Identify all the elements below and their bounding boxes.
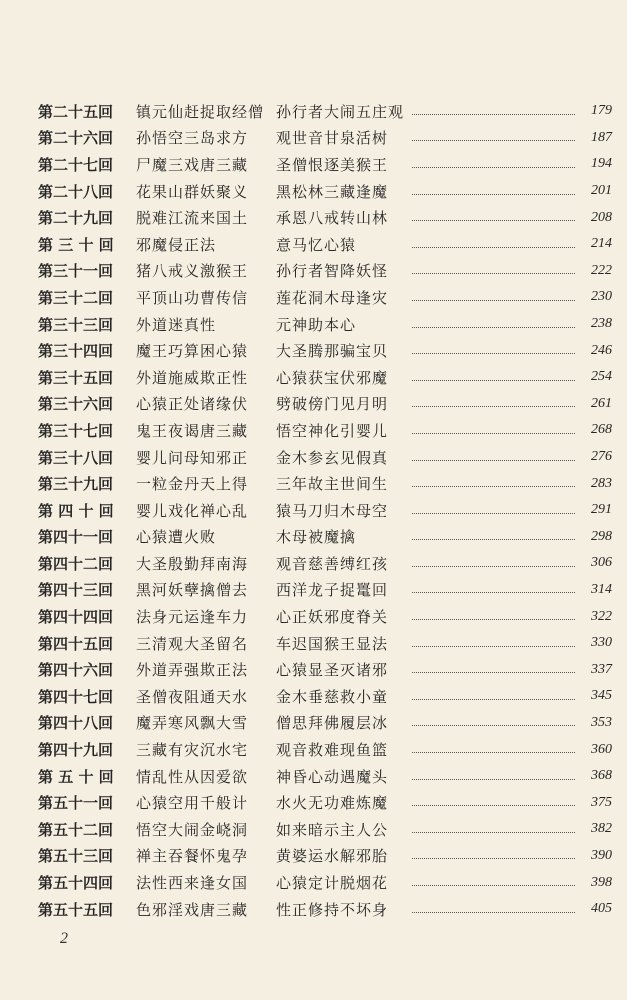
page-reference: 390 xyxy=(591,847,612,863)
chapter-title-second-line: 观音慈善缚红孩 xyxy=(276,554,389,573)
toc-entry xyxy=(38,178,612,205)
toc-entry xyxy=(38,337,612,364)
chapter-title-first-line: 邪魔侵正法 xyxy=(136,235,217,254)
toc-entry xyxy=(38,364,612,391)
dot-leader xyxy=(412,460,575,461)
chapter-title-first-line: 外道施威欺正性 xyxy=(136,368,249,387)
chapter-number: 第三十六回 xyxy=(38,395,114,414)
chapter-number: 第三十九回 xyxy=(38,475,114,494)
chapter-title-first-line: 法身元运逢车力 xyxy=(136,608,249,627)
dot-leader xyxy=(412,486,575,487)
chapter-title-first-line: 脱难江流来国土 xyxy=(136,209,249,228)
toc-entry xyxy=(38,816,612,843)
chapter-number: 第二十七回 xyxy=(38,155,114,174)
chapter-title-second-line: 金木垂慈救小童 xyxy=(276,687,389,706)
chapter-title-second-line: 观世音甘泉活树 xyxy=(276,129,389,148)
chapter-title-second-line: 莲花洞木母逢灾 xyxy=(276,288,389,307)
chapter-number: 第四十八回 xyxy=(38,714,114,733)
chapter-title-first-line: 魔弄寒风飘大雪 xyxy=(136,714,249,733)
dot-leader xyxy=(412,646,575,647)
chapter-number: 第三十七回 xyxy=(38,421,114,440)
toc-entry xyxy=(38,550,612,577)
chapter-number: 第五十一回 xyxy=(38,794,114,813)
page-reference: 368 xyxy=(591,768,612,784)
chapter-number: 第五十四回 xyxy=(38,874,114,893)
chapter-title-second-line: 心猿显圣灭诸邪 xyxy=(276,661,389,680)
chapter-title-first-line: 鬼王夜谒唐三藏 xyxy=(136,421,249,440)
dot-leader xyxy=(412,327,575,328)
chapter-title-second-line: 黄婆运水解邪胎 xyxy=(276,847,389,866)
chapter-title-first-line: 猪八戒义激猴王 xyxy=(136,262,249,281)
chapter-number: 第三十四回 xyxy=(38,342,114,361)
dot-leader xyxy=(412,805,575,806)
toc-entry xyxy=(38,258,612,285)
page-reference: 337 xyxy=(591,661,612,677)
page-reference: 238 xyxy=(591,316,612,332)
dot-leader xyxy=(412,912,575,913)
chapter-title-second-line: 心正妖邪度脊关 xyxy=(276,608,389,627)
dot-leader xyxy=(412,699,575,700)
toc-entry xyxy=(38,98,612,125)
dot-leader xyxy=(412,380,575,381)
chapter-title-first-line: 外道迷真性 xyxy=(136,315,217,334)
table-of-contents xyxy=(38,98,612,922)
chapter-title-first-line: 禅主吞餐怀鬼孕 xyxy=(136,847,249,866)
chapter-number: 第 五 十 回 xyxy=(38,767,114,786)
dot-leader xyxy=(412,885,575,886)
chapter-title-first-line: 心猿正处诸缘伏 xyxy=(136,395,249,414)
page-reference: 330 xyxy=(591,635,612,651)
page-reference: 276 xyxy=(591,449,612,465)
chapter-title-first-line: 大圣殷勤拜南海 xyxy=(136,554,249,573)
chapter-title-first-line: 黑河妖孽擒僧去 xyxy=(136,581,249,600)
chapter-title-first-line: 圣僧夜阻通天水 xyxy=(136,687,249,706)
chapter-number: 第二十九回 xyxy=(38,209,114,228)
toc-entry xyxy=(38,311,612,338)
dot-leader xyxy=(412,513,575,514)
chapter-number: 第三十一回 xyxy=(38,262,114,281)
chapter-number: 第四十七回 xyxy=(38,687,114,706)
toc-entry xyxy=(38,763,612,790)
chapter-title-second-line: 水火无功难炼魔 xyxy=(276,794,389,813)
chapter-title-second-line: 金木参玄见假真 xyxy=(276,448,389,467)
dot-leader xyxy=(412,140,575,141)
chapter-number: 第三十八回 xyxy=(38,448,114,467)
chapter-number: 第三十三回 xyxy=(38,315,114,334)
dot-leader xyxy=(412,300,575,301)
chapter-title-first-line: 魔王巧算困心猿 xyxy=(136,342,249,361)
chapter-title-second-line: 承恩八戒转山林 xyxy=(276,209,389,228)
dot-leader xyxy=(412,406,575,407)
chapter-title-second-line: 神昏心动遇魔头 xyxy=(276,767,389,786)
toc-entry xyxy=(38,151,612,178)
dot-leader xyxy=(412,832,575,833)
chapter-title-second-line: 车迟国猴王显法 xyxy=(276,634,389,653)
page-reference: 230 xyxy=(591,289,612,305)
chapter-title-first-line: 色邪淫戏唐三藏 xyxy=(136,900,249,919)
chapter-title-second-line: 心猿定计脱烟花 xyxy=(276,874,389,893)
page-reference: 291 xyxy=(591,502,612,518)
dot-leader xyxy=(412,433,575,434)
chapter-title-first-line: 孙悟空三岛求方 xyxy=(136,129,249,148)
chapter-number: 第四十三回 xyxy=(38,581,114,600)
page-reference: 322 xyxy=(591,608,612,624)
page-reference: 187 xyxy=(591,129,612,145)
chapter-title-first-line: 婴儿问母知邪正 xyxy=(136,448,249,467)
chapter-title-second-line: 元神助本心 xyxy=(276,315,357,334)
chapter-title-second-line: 大圣腾那骗宝贝 xyxy=(276,342,389,361)
dot-leader xyxy=(412,167,575,168)
chapter-title-second-line: 木母被魔擒 xyxy=(276,528,357,547)
chapter-title-first-line: 心猿空用千般计 xyxy=(136,794,249,813)
toc-entry xyxy=(38,204,612,231)
chapter-number: 第三十五回 xyxy=(38,368,114,387)
dot-leader xyxy=(412,566,575,567)
chapter-title-first-line: 一粒金丹天上得 xyxy=(136,475,249,494)
chapter-number: 第 三 十 回 xyxy=(38,235,114,254)
chapter-title-second-line: 猿马刀归木母空 xyxy=(276,501,389,520)
page-reference: 214 xyxy=(591,236,612,252)
dot-leader xyxy=(412,858,575,859)
page-number: 2 xyxy=(60,930,68,947)
toc-entry xyxy=(38,125,612,152)
toc-entry xyxy=(38,736,612,763)
dot-leader xyxy=(412,539,575,540)
chapter-number: 第四十二回 xyxy=(38,554,114,573)
chapter-number: 第三十二回 xyxy=(38,288,114,307)
page-reference: 375 xyxy=(591,794,612,810)
chapter-title-second-line: 心猿获宝伏邪魔 xyxy=(276,368,389,387)
chapter-number: 第二十八回 xyxy=(38,182,114,201)
chapter-title-second-line: 三年故主世间生 xyxy=(276,475,389,494)
chapter-number: 第四十六回 xyxy=(38,661,114,680)
toc-entry xyxy=(38,391,612,418)
page-reference: 283 xyxy=(591,475,612,491)
chapter-title-second-line: 意马忆心猿 xyxy=(276,235,357,254)
dot-leader xyxy=(412,220,575,221)
page-reference: 405 xyxy=(591,901,612,917)
chapter-title-first-line: 外道弄强欺正法 xyxy=(136,661,249,680)
toc-entry xyxy=(38,630,612,657)
chapter-number: 第二十五回 xyxy=(38,102,114,121)
chapter-number: 第四十九回 xyxy=(38,741,114,760)
page-reference: 345 xyxy=(591,688,612,704)
chapter-number: 第五十三回 xyxy=(38,847,114,866)
chapter-number: 第 四 十 回 xyxy=(38,501,114,520)
dot-leader xyxy=(412,752,575,753)
dot-leader xyxy=(412,592,575,593)
dot-leader xyxy=(412,672,575,673)
toc-entry xyxy=(38,497,612,524)
toc-entry xyxy=(38,284,612,311)
toc-entry xyxy=(38,231,612,258)
dot-leader xyxy=(412,779,575,780)
chapter-title-second-line: 黑松林三藏逢魔 xyxy=(276,182,389,201)
toc-entry xyxy=(38,417,612,444)
chapter-title-first-line: 法性西来逢女国 xyxy=(136,874,249,893)
chapter-title-first-line: 平顶山功曹传信 xyxy=(136,288,249,307)
chapter-title-second-line: 僧思拜佛履层冰 xyxy=(276,714,389,733)
toc-entry xyxy=(38,656,612,683)
chapter-title-first-line: 三清观大圣留名 xyxy=(136,634,249,653)
toc-entry xyxy=(38,577,612,604)
page-reference: 246 xyxy=(591,342,612,358)
page-reference: 254 xyxy=(591,369,612,385)
chapter-number: 第二十六回 xyxy=(38,129,114,148)
dot-leader xyxy=(412,194,575,195)
toc-entry xyxy=(38,789,612,816)
chapter-title-second-line: 孙行者大闹五庄观 xyxy=(276,102,405,121)
toc-entry xyxy=(38,444,612,471)
chapter-number: 第五十五回 xyxy=(38,900,114,919)
chapter-title-second-line: 圣僧恨逐美猴王 xyxy=(276,155,389,174)
toc-entry xyxy=(38,869,612,896)
chapter-title-first-line: 三藏有灾沉水宅 xyxy=(136,741,249,760)
chapter-title-second-line: 性正修持不坏身 xyxy=(276,900,389,919)
page-reference: 306 xyxy=(591,555,612,571)
chapter-number: 第四十五回 xyxy=(38,634,114,653)
page-reference: 360 xyxy=(591,741,612,757)
page-reference: 353 xyxy=(591,714,612,730)
chapter-number: 第五十二回 xyxy=(38,820,114,839)
page-reference: 222 xyxy=(591,262,612,278)
dot-leader xyxy=(412,353,575,354)
chapter-title-first-line: 尸魔三戏唐三藏 xyxy=(136,155,249,174)
page-reference: 382 xyxy=(591,821,612,837)
chapter-title-first-line: 婴儿戏化禅心乱 xyxy=(136,501,249,520)
toc-entry xyxy=(38,896,612,923)
page-reference: 298 xyxy=(591,528,612,544)
page-reference: 268 xyxy=(591,422,612,438)
chapter-title-first-line: 情乱性从因爱欲 xyxy=(136,767,249,786)
dot-leader xyxy=(412,619,575,620)
page-reference: 208 xyxy=(591,209,612,225)
page-reference: 194 xyxy=(591,156,612,172)
toc-entry xyxy=(38,710,612,737)
chapter-title-first-line: 心猿遭火败 xyxy=(136,528,217,547)
chapter-title-second-line: 西洋龙子捉鼍回 xyxy=(276,581,389,600)
chapter-title-second-line: 如来暗示主人公 xyxy=(276,820,389,839)
chapter-title-second-line: 观音救难现鱼篮 xyxy=(276,741,389,760)
page-reference: 398 xyxy=(591,874,612,890)
page-reference: 179 xyxy=(591,103,612,119)
chapter-title-second-line: 劈破傍门见月明 xyxy=(276,395,389,414)
chapter-number: 第四十四回 xyxy=(38,608,114,627)
chapter-number: 第四十一回 xyxy=(38,528,114,547)
page-reference: 201 xyxy=(591,183,612,199)
dot-leader xyxy=(412,247,575,248)
chapter-title-first-line: 花果山群妖聚义 xyxy=(136,182,249,201)
page-reference: 261 xyxy=(591,395,612,411)
chapter-title-first-line: 镇元仙赶捉取经僧 xyxy=(136,102,265,121)
chapter-title-first-line: 悟空大闹金峣洞 xyxy=(136,820,249,839)
chapter-title-second-line: 孙行者智降妖怪 xyxy=(276,262,389,281)
toc-entry xyxy=(38,470,612,497)
dot-leader xyxy=(412,725,575,726)
dot-leader xyxy=(412,273,575,274)
toc-entry xyxy=(38,524,612,551)
toc-entry xyxy=(38,683,612,710)
toc-entry xyxy=(38,843,612,870)
dot-leader xyxy=(412,114,575,115)
page-reference: 314 xyxy=(591,581,612,597)
chapter-title-second-line: 悟空神化引婴儿 xyxy=(276,421,389,440)
toc-entry xyxy=(38,603,612,630)
